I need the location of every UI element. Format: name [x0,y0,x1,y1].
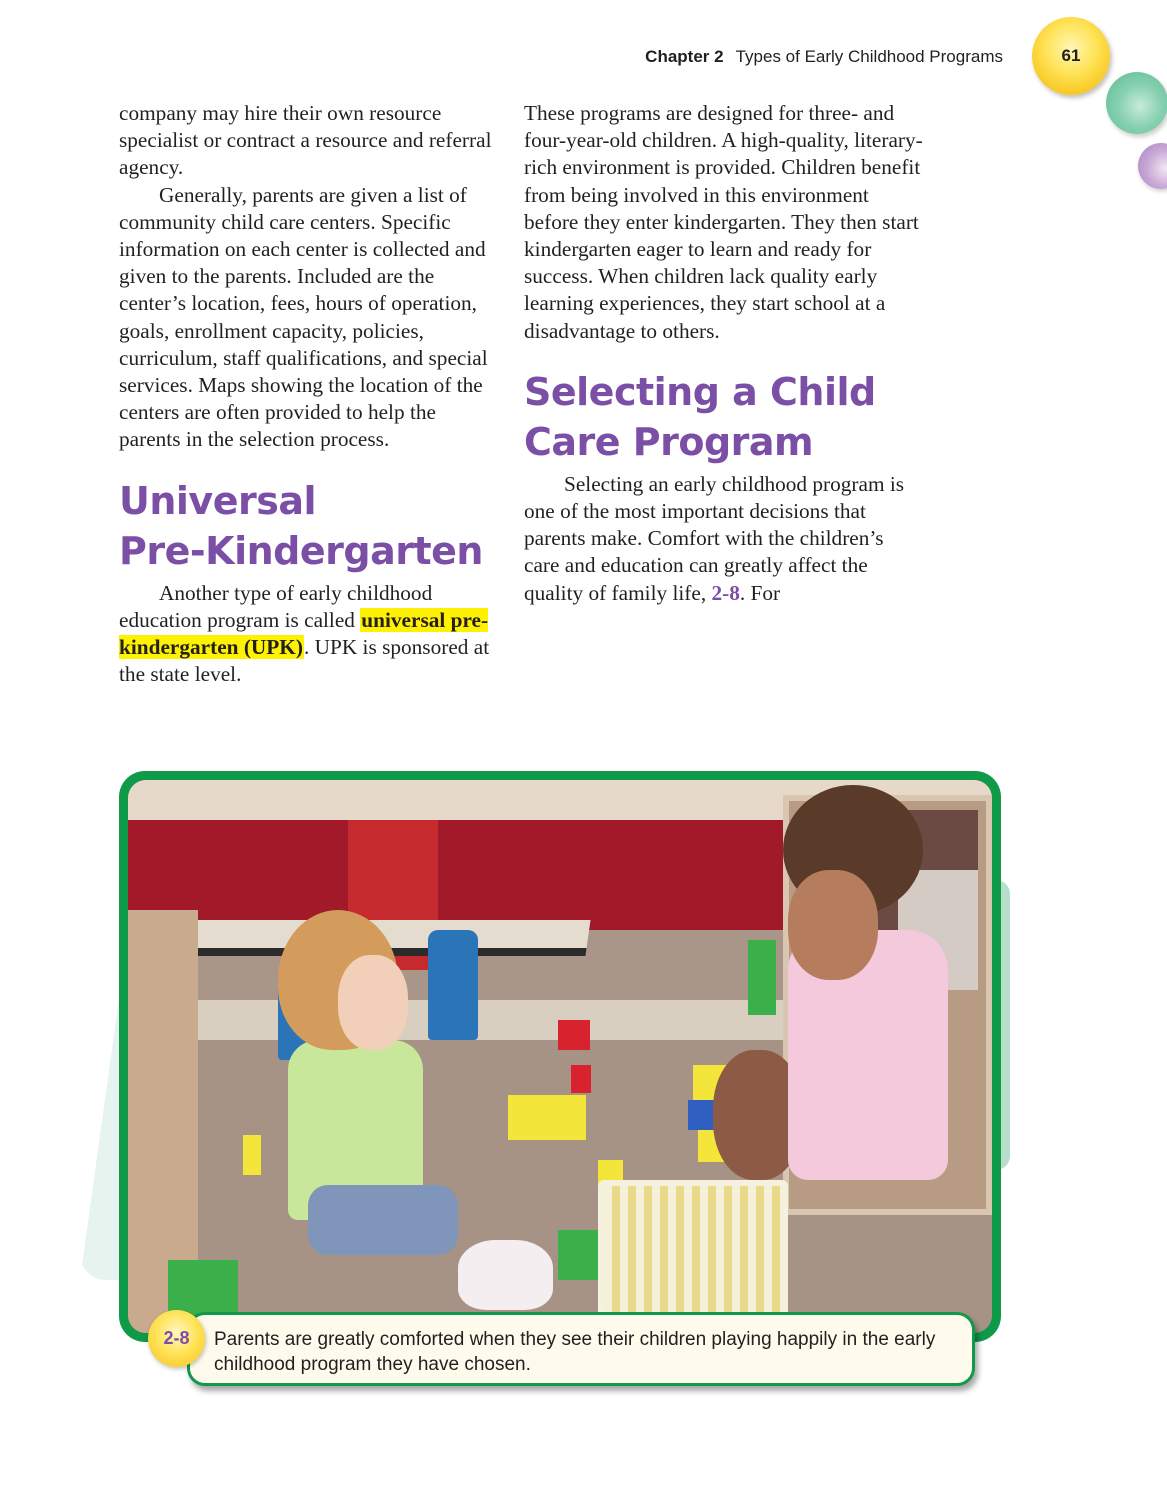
photo-red-divider [128,820,808,930]
figure-reference-link[interactable]: 2-8 [711,580,740,605]
figure-number: 2-8 [163,1328,190,1348]
heading-line: Pre-Kindergarten [119,528,483,573]
paragraph [119,580,499,689]
heading-line: Universal [119,478,317,523]
figure-caption [187,1312,975,1386]
running-head [645,47,1003,67]
paragraph: company may hire their own resource specialist or contract a resource and referral agency. [119,101,492,180]
paragraph: Generally, parents are given a list of community child care centers. Specific information on each center is collected and given to the parents. Included are the center’s location, fees, hours of operation, goals, enrollment capacity, policies, curriculum, staff qualifications, and special services. Maps showing the location of the centers are often provided to help the parents in the selection process. [119,182,488,452]
photo-basket [598,1180,788,1333]
photo-block [558,1020,590,1050]
text: . For [739,580,781,605]
page-number: 61 [1061,46,1081,65]
paragraph [524,471,924,607]
decorative-green-ball [1106,72,1167,134]
right-column [524,100,924,607]
paragraph: These programs are designed for three- and four-year-old children. A high-quality, literary-rich environment is provided. Children benefit from being involved in this environment before they enter kindergarten. They then start kindergarten eager to learn and ready for success. When children lack quality early learning experiences, they start school at a disadvantage to others. [524,101,923,343]
text: . UPK is sponsored at the state level. [119,635,490,687]
page-number-ball [1032,17,1110,95]
section-heading-selecting [524,367,924,467]
photo-child-face [788,870,878,980]
photo-child-shoe [458,1240,553,1310]
photo-child-face [338,955,408,1050]
chapter-title: Types of Early Childhood Programs [735,47,1003,66]
heading-line: Selecting a Child [524,369,876,414]
section-heading-upk [119,476,499,576]
photo-chair [428,930,478,1040]
photo-block [243,1135,261,1175]
figure-number-badge [148,1310,205,1367]
photo-child-denim [308,1185,458,1255]
text: Another type of early childhood education program is called [119,580,433,632]
caption-text: Parents are greatly comforted when they see their children playing happily in the early childhood program they have chosen. [214,1329,936,1375]
key-term-highlight: universal pre-kindergarten (UPK) [119,607,489,660]
photo-block [571,1065,591,1093]
photo-block [748,940,776,1015]
decorative-purple-ball [1138,143,1167,189]
figure-photo [128,780,992,1333]
left-column [119,100,499,688]
text: Selecting an early childhood program is one of the most important decisions that parents make. Comfort with the children’s care and education can greatly affect the quality of family life, [524,471,905,605]
photo-block [508,1095,586,1140]
heading-line: Care Program [524,419,814,464]
chapter-label: Chapter 2 [645,47,724,66]
